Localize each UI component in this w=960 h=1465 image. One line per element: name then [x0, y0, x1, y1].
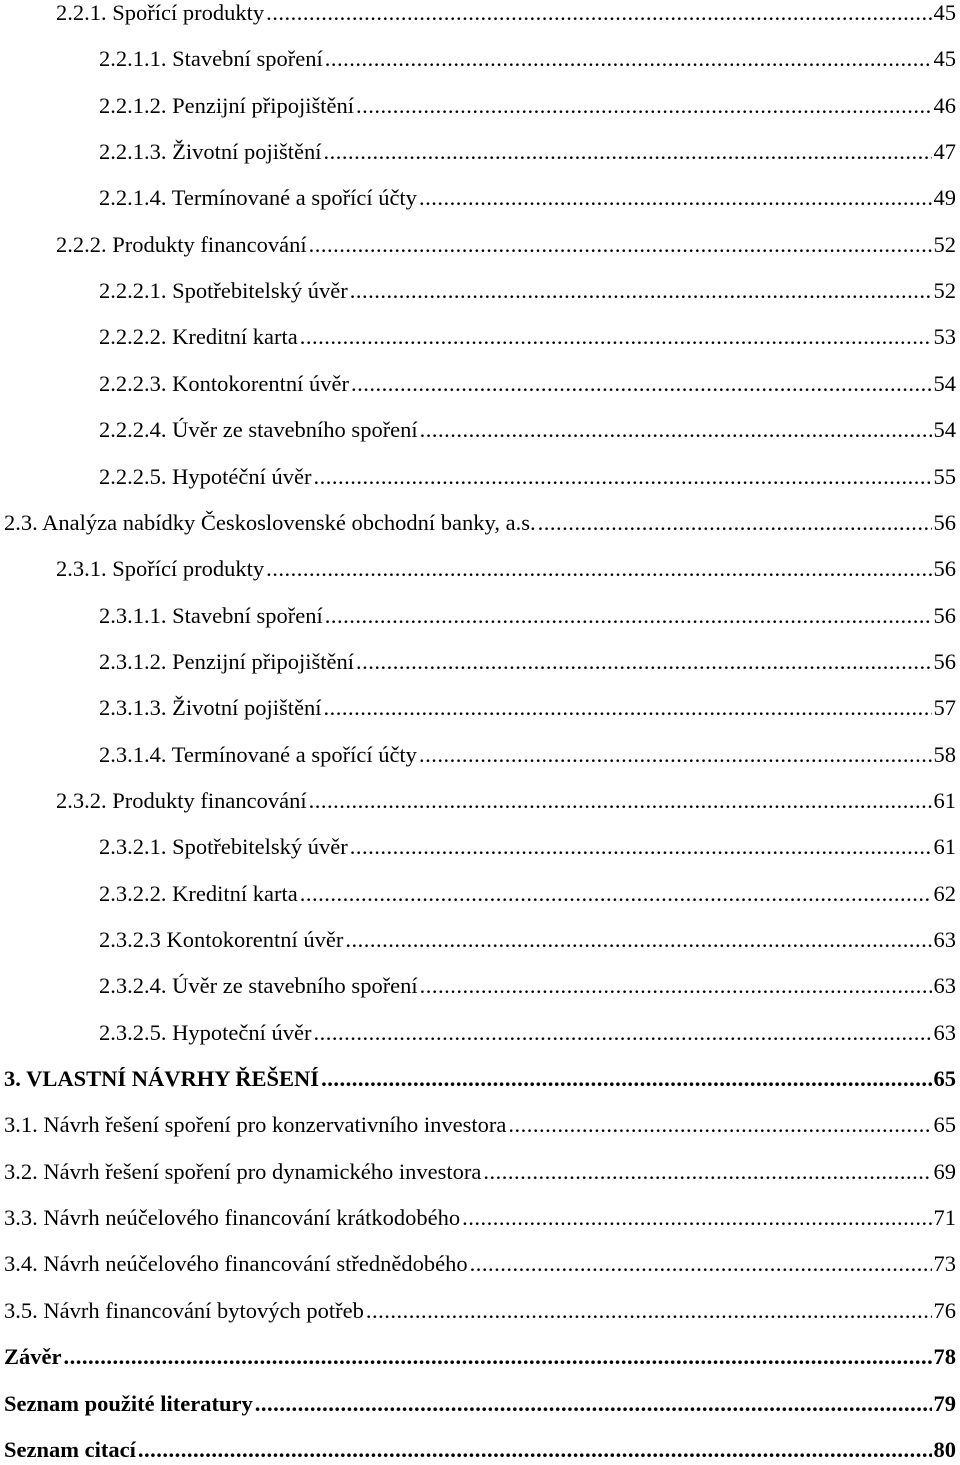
toc-entry-page-number: 63 [933, 973, 956, 999]
dot-leader [483, 1157, 931, 1187]
toc-entry[interactable] [4, 1064, 956, 1094]
toc-entry-page-number: 61 [933, 834, 956, 860]
dot-leader [350, 276, 932, 306]
toc-entry-title: Seznam použité literatury [4, 1390, 253, 1416]
toc-entry[interactable] [4, 1389, 956, 1419]
toc-entry-title: 2.3.1.4. Termínované a spořící účty [99, 741, 417, 767]
toc-entry-page-number: 58 [933, 741, 956, 767]
toc-entry-title: 3.3. Návrh neúčelového financování krátkodobého [4, 1205, 461, 1231]
toc-entry[interactable] [99, 44, 956, 74]
toc-entry-page-number: 78 [933, 1344, 956, 1370]
dot-leader [350, 832, 932, 862]
dot-leader [356, 647, 932, 677]
toc-entry-title: 2.3.1. Spořící produkty [56, 556, 265, 582]
dot-leader [309, 230, 932, 260]
toc-entry-page-number: 63 [933, 1019, 956, 1045]
dot-leader [538, 508, 932, 538]
toc-entry-page-number: 52 [933, 231, 956, 257]
toc-entry-page-number: 47 [933, 139, 956, 165]
toc-entry-title: 3.1. Návrh řešení spoření pro konzervativního investora [4, 1112, 507, 1138]
dot-leader [300, 879, 932, 909]
toc-entry[interactable] [56, 0, 956, 28]
dot-leader [324, 693, 932, 723]
dot-leader [266, 0, 931, 28]
toc-entry-title: 2.2.2.5. Hypotéční úvěr [99, 463, 312, 489]
toc-entry[interactable] [99, 601, 956, 631]
toc-entry-page-number: 76 [933, 1297, 956, 1323]
toc-entry[interactable] [99, 462, 956, 492]
toc-entry[interactable] [99, 137, 956, 167]
toc-entry-title: 2.2.1.1. Stavební spoření [99, 46, 323, 72]
dot-leader [321, 1064, 931, 1094]
toc-entry-page-number: 61 [933, 787, 956, 813]
toc-entry-page-number: 80 [933, 1436, 956, 1462]
toc-entry[interactable] [4, 1249, 956, 1279]
dot-leader [325, 601, 932, 631]
toc-entry-page-number: 65 [933, 1066, 956, 1092]
toc-entry-page-number: 71 [933, 1205, 956, 1231]
toc-entry[interactable] [99, 740, 956, 770]
toc-entry[interactable] [99, 369, 956, 399]
toc-entry-title: 2.3.1.2. Penzijní připojištění [99, 648, 354, 674]
toc-entry-page-number: 56 [933, 509, 956, 535]
toc-entry-page-number: 46 [933, 92, 956, 118]
toc-entry[interactable] [4, 1203, 956, 1233]
toc-entry-title: 2.2.2.1. Spotřebitelský úvěr [99, 278, 348, 304]
toc-entry[interactable] [56, 554, 956, 584]
dot-leader [313, 1018, 931, 1048]
toc-entry-page-number: 45 [933, 46, 956, 72]
dot-leader [351, 369, 932, 399]
dot-leader [313, 462, 931, 492]
toc-entry-title: 2.2.1. Spořící produkty [56, 0, 265, 25]
dot-leader [300, 322, 932, 352]
toc-entry-title: 2.2.1.3. Životní pojištění [99, 139, 322, 165]
toc-entry-page-number: 56 [933, 556, 956, 582]
toc-entry-page-number: 63 [933, 927, 956, 952]
toc-entry-page-number: 79 [933, 1390, 956, 1416]
dot-leader [266, 554, 931, 584]
toc-entry-page-number: 62 [933, 880, 956, 906]
toc-entry[interactable] [99, 925, 956, 955]
dot-leader [345, 925, 931, 955]
toc-entry[interactable] [4, 1296, 956, 1326]
toc-entry[interactable] [99, 91, 956, 121]
toc-entry-page-number: 55 [933, 463, 956, 489]
dot-leader [255, 1389, 932, 1419]
toc-entry-title: 3.2. Návrh řešení spoření pro dynamického investora [4, 1158, 482, 1184]
toc-entry-title: 2.3.2.5. Hypoteční úvěr [99, 1019, 312, 1045]
toc-entry-page-number: 56 [933, 648, 956, 674]
toc-entry[interactable] [99, 693, 956, 723]
dot-leader [419, 740, 932, 770]
toc-entry[interactable] [99, 183, 956, 213]
toc-entry-title: Závěr [4, 1344, 62, 1370]
toc-entry-title: 2.2.2. Produkty financování [56, 231, 307, 257]
toc-entry-page-number: 73 [933, 1251, 956, 1277]
toc-entry-page-number: 52 [933, 278, 956, 304]
toc-entry[interactable] [99, 322, 956, 352]
toc-entry-page-number: 56 [933, 602, 956, 628]
toc-entry[interactable] [99, 415, 956, 445]
dot-leader [470, 1249, 932, 1279]
toc-entry-title: 3. VLASTNÍ NÁVRHY ŘEŠENÍ [4, 1066, 320, 1092]
toc-entry-title: 2.3.2.3 Kontokorentní úvěr [99, 927, 344, 952]
toc-entry[interactable] [56, 230, 956, 260]
toc-entry-page-number: 49 [933, 185, 956, 211]
toc-entry-title: 2.3.2.4. Úvěr ze stavebního spoření [99, 973, 418, 999]
dot-leader [508, 1110, 931, 1140]
dot-leader [309, 786, 932, 816]
dot-leader [63, 1342, 931, 1372]
toc-entry[interactable] [4, 1157, 956, 1187]
toc-entry-title: 2.2.2.3. Kontokorentní úvěr [99, 370, 349, 396]
toc-entry-title: 2.3. Analýza nabídky Československé obchodní banky, a.s. [4, 509, 536, 535]
toc-entry-title: 2.3.2.2. Kreditní karta [99, 880, 298, 906]
toc-entry[interactable] [99, 1018, 956, 1048]
dot-leader [420, 971, 932, 1001]
toc-entry-page-number: 69 [933, 1158, 956, 1184]
toc-entry[interactable] [99, 971, 956, 1001]
toc-entry-title: 2.3.1.3. Životní pojištění [99, 695, 322, 721]
toc-entry-page-number: 54 [933, 417, 956, 443]
toc-entry-title: Seznam citací [4, 1436, 136, 1462]
toc-entry-title: 2.3.2.1. Spotřebitelský úvěr [99, 834, 348, 860]
toc-entry[interactable] [99, 879, 956, 909]
dot-leader [356, 91, 932, 121]
toc-entry-page-number: 45 [933, 0, 956, 25]
toc-entry-page-number: 53 [933, 324, 956, 350]
toc-entry[interactable] [99, 832, 956, 862]
toc-entry-page-number: 65 [933, 1112, 956, 1138]
dot-leader [325, 44, 932, 74]
toc-entry-title: 2.3.2. Produkty financování [56, 787, 307, 813]
toc-entry-title: 2.2.1.4. Termínované a spořící účty [99, 185, 417, 211]
toc-entry-title: 2.2.2.4. Úvěr ze stavebního spoření [99, 417, 418, 443]
dot-leader [324, 137, 932, 167]
toc-entry[interactable] [4, 1110, 956, 1140]
dot-leader [420, 415, 932, 445]
dot-leader [138, 1435, 932, 1465]
toc-entry[interactable] [99, 647, 956, 677]
toc-entry[interactable] [4, 508, 956, 538]
toc-entry-title: 2.2.2.2. Kreditní karta [99, 324, 298, 350]
toc-entry-title: 3.5. Návrh financování bytových potřeb [4, 1297, 364, 1323]
toc-entry-page-number: 54 [933, 370, 956, 396]
toc-entry[interactable] [4, 1435, 956, 1465]
toc-entry-page-number: 57 [933, 695, 956, 721]
toc-entry-title: 2.3.1.1. Stavební spoření [99, 602, 323, 628]
toc-entry[interactable] [56, 786, 956, 816]
toc-entry-title: 3.4. Návrh neúčelového financování střednědobého [4, 1251, 468, 1277]
dot-leader [462, 1203, 931, 1233]
toc-entry[interactable] [99, 276, 956, 306]
toc-entry[interactable] [4, 1342, 956, 1372]
toc-entry-title: 2.2.1.2. Penzijní připojištění [99, 92, 354, 118]
dot-leader [366, 1296, 932, 1326]
dot-leader [419, 183, 932, 213]
